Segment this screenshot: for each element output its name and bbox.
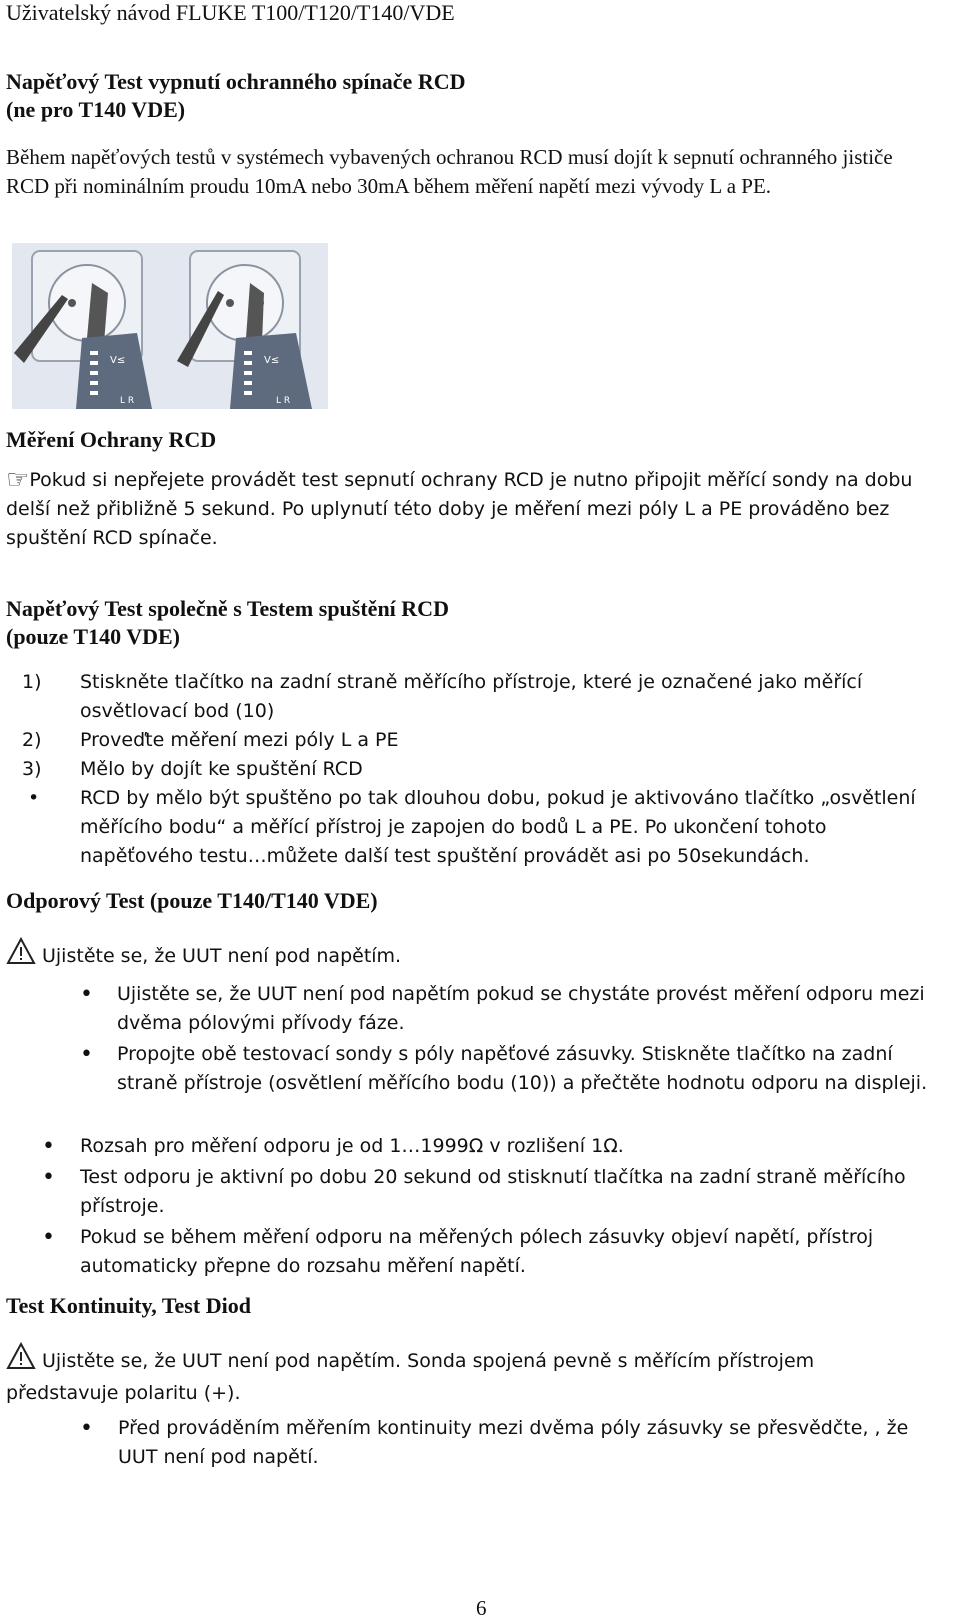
document-header: Uživatelský návod FLUKE T100/T120/T140/VDE (6, 0, 455, 25)
list-item (22, 726, 942, 755)
list-item-text: Propojte obě testovací sondy s póly napěťové zásuvky. Stiskněte tlačítko na zadní straně přístroje (osvětlení měřícího bodu (10)) a přečtěte hodnotu odporu na displeji. (117, 1043, 928, 1094)
list-marker: 1) (22, 671, 42, 693)
section-heading-continuity-diode: Test Kontinuity, Test Diod (6, 1293, 251, 1318)
list-item (22, 784, 942, 871)
bullet-marker: • (80, 1416, 93, 1441)
warning-icon (6, 937, 36, 974)
section-heading-voltage-rcd-trip (6, 68, 465, 124)
warning-text: Ujistěte se, že UUT není pod napětím. (42, 945, 402, 967)
heading-line-1: Napěťový Test společně s Testem spuštění RCD (6, 596, 449, 621)
list-item-text: Mělo by dojít ke spuštění RCD (80, 758, 363, 780)
bullet-marker: • (42, 1165, 55, 1190)
list-item-text: Stiskněte tlačítko na zadní straně měřícího přístroje, které je označené jako měřící osvětlovací bod (10) (80, 671, 863, 722)
list-item (42, 1163, 942, 1221)
steps-list (22, 668, 942, 871)
continuity-warning (6, 1342, 926, 1408)
section-heading-rcd-protection: Měření Ochrany RCD (6, 427, 217, 452)
bullet-marker: • (80, 1042, 93, 1067)
list-item-text: Pokud se během měření odporu na měřených pólech zásuvky objeví napětí, přístroj automaticky přepne do rozsahu měření napětí. (80, 1226, 874, 1277)
rcd-note (6, 466, 936, 553)
warning-icon (6, 1342, 36, 1379)
led-label-bottom-left: L R (120, 396, 135, 406)
bullet-marker: • (28, 787, 40, 809)
list-marker: 3) (22, 758, 42, 780)
tester-illustration (12, 243, 328, 409)
list-item-text: Proveďte měření mezi póly L a PE (80, 729, 399, 751)
section-paragraph: Během napěťových testů v systémech vybavených ochranou RCD musí dojít k sepnutí ochranného jističe RCD při nominálním proudu 10mA nebo 30mA během měření napětí mezi vývody L a PE. (6, 145, 893, 198)
heading-line-1: Napěťový Test vypnutí ochranného spínače RCD (6, 69, 466, 94)
tester-photo (12, 243, 328, 409)
continuity-list (80, 1414, 940, 1472)
section-heading-resistance-test: Odporový Test (pouze T140/T140 VDE) (6, 888, 378, 913)
warning-text: Ujistěte se, že UUT není pod napětím. Sonda spojená pevně s měřícím přístrojem představuje polaritu (+). (6, 1350, 815, 1404)
page-number: 6 (476, 1596, 487, 1620)
list-item-text: RCD by mělo být spuštěno po tak dlouhou dobu, pokud je aktivováno tlačítko „osvětlení měřícího bodu“ a měřící přístroj je zapojen do bodů L a PE. Po ukončení tohoto napěťového testu…můžete další test spuštění provádět asi po 50sekundách. (80, 787, 916, 867)
led-label-bottom-right: L R (276, 396, 291, 406)
list-item-text: Test odporu je aktivní po dobu 20 sekund od stisknutí tlačítka na zadní straně měřícího přístroje. (80, 1166, 906, 1217)
resistance-warning (6, 937, 401, 974)
resistance-outer-list (42, 1132, 942, 1281)
led-label-top-left: V≤ (110, 355, 126, 366)
list-item (42, 1132, 942, 1161)
list-item (22, 755, 942, 784)
list-item (22, 668, 942, 726)
list-item-text: Ujistěte se, že UUT není pod napětím pokud se chystáte provést měření odporu mezi dvěma pólovými přívody fáze. (117, 983, 925, 1034)
bullet-marker: • (42, 1134, 55, 1159)
pointing-hand-icon: ☞ (6, 465, 30, 495)
bullet-marker: • (42, 1225, 55, 1250)
bullet-marker: • (80, 982, 93, 1007)
rcd-note-text: Pokud si nepřejete provádět test sepnutí ochrany RCD je nutno připojit měřící sondy na dobu delší než přibližně 5 sekund. Po uplynutí této doby je měření mezi póly L a PE prováděno bez spuštění RCD spínače. (6, 469, 913, 549)
list-item-text: Rozsah pro měření odporu je od 1…1999Ω v rozlišení 1Ω. (80, 1135, 624, 1157)
list-item (80, 1040, 930, 1098)
list-item (80, 1414, 940, 1472)
list-item (80, 980, 930, 1038)
led-label-top-right: V≤ (264, 355, 280, 366)
heading-line-2: (ne pro T140 VDE) (6, 97, 186, 122)
resistance-inner-list (80, 980, 930, 1098)
section-heading-voltage-with-rcd (6, 595, 449, 651)
list-item-text: Před prováděním měřením kontinuity mezi dvěma póly zásuvky se přesvědčte, , že UUT není pod napětí. (118, 1417, 909, 1468)
heading-line-2: (pouze T140 VDE) (6, 624, 180, 649)
list-item (42, 1223, 942, 1281)
list-marker: 2) (22, 729, 42, 751)
